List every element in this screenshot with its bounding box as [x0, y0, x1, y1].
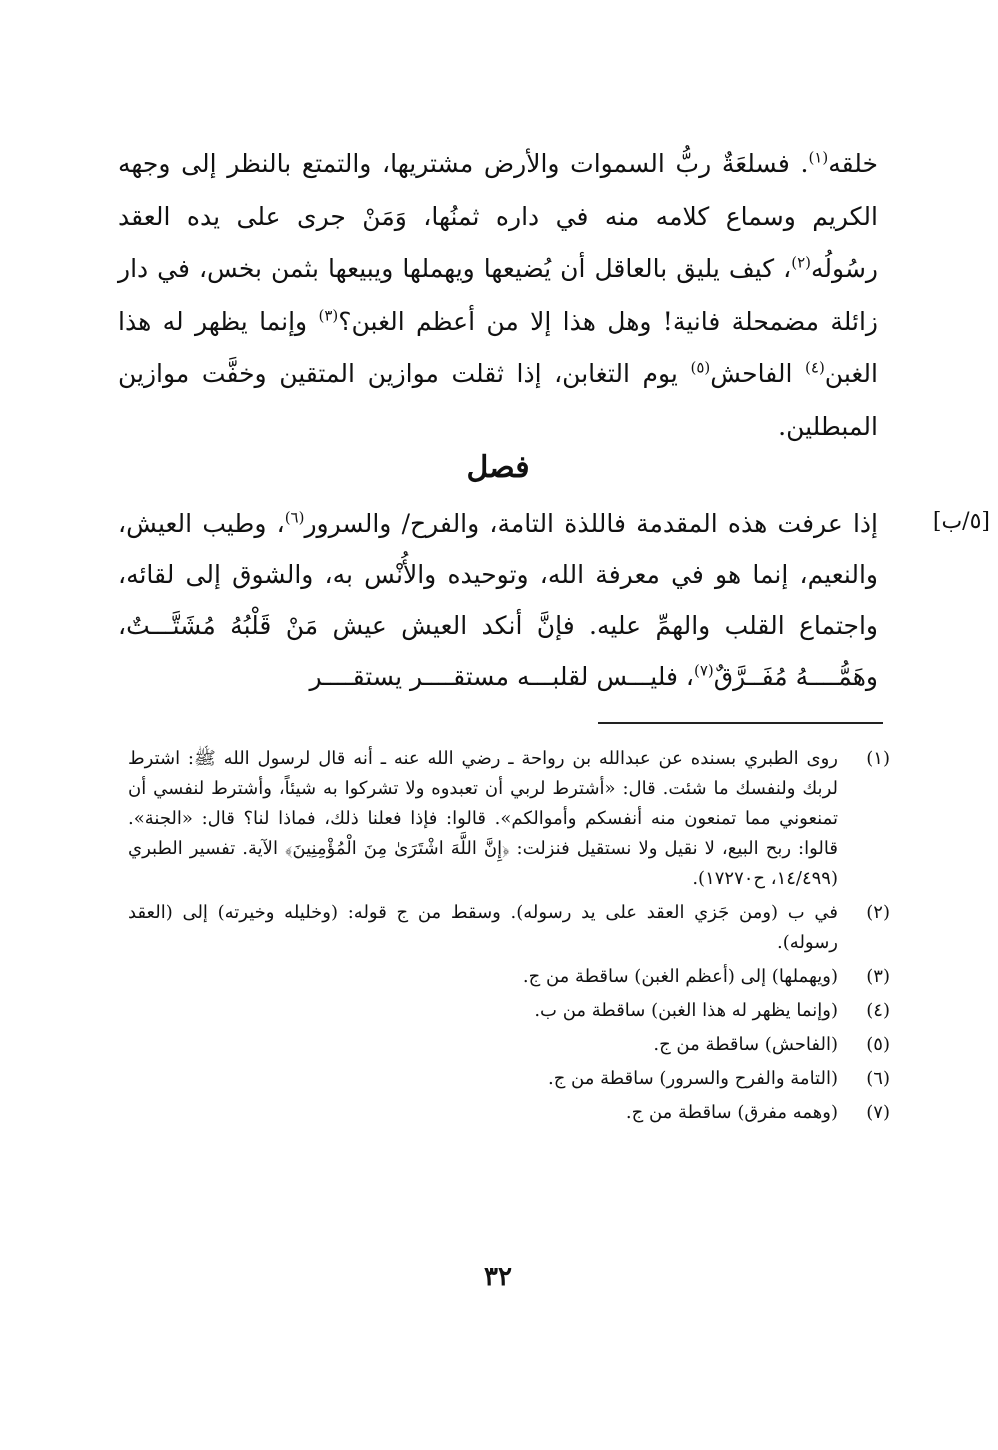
footnote-ref-3[interactable]: (٣) [318, 306, 339, 325]
footnote-item [128, 898, 890, 958]
footnote-ref-2[interactable]: (٢) [791, 253, 812, 272]
section-paragraph [118, 498, 878, 702]
main-text-5: يوم التغابن، إذا ثقلت موازين المتقين وخفَّت موازين المبطلين. [118, 359, 878, 441]
main-text-2: ، كيف يليق بالعاقل أن يُضيعها ويهملها ويبيعها بثمن بخس، في دار زائلة مضمحلة فانية! وهل هذا إلا من أعظم الغبن؟ [118, 254, 878, 336]
footnote-number: (٣) [866, 966, 890, 987]
footnote-separator [598, 722, 883, 724]
main-text-start: خلقه [828, 149, 878, 178]
footnote-text: (ويهملها) إلى (أعظم الغبن) ساقطة من ج. [522, 966, 838, 987]
footnote-number: (٤) [866, 1000, 890, 1021]
section-heading: فصل [466, 450, 530, 485]
main-text-4: الفاحش [710, 359, 806, 388]
footnote-text: (وهمه مفرق) ساقطة من ج. [625, 1102, 838, 1123]
section-text-1: إذا عرفت هذه المقدمة فاللذة التامة، والفرح/ والسرور [304, 509, 878, 538]
footnote-ref-6[interactable]: (٦) [284, 508, 305, 527]
footnote-text: (وإنما يظهر له هذا الغبن) ساقطة من ب. [534, 1000, 838, 1021]
footnote-number: (٧) [866, 1102, 890, 1123]
footnote-ref-4[interactable]: (٤) [805, 358, 825, 377]
manuscript-folio-marker: [٥/ب] [932, 509, 990, 534]
footnote-item [128, 1064, 890, 1094]
footnotes-block [128, 744, 890, 1132]
page-number: ٣٢ [484, 1262, 512, 1292]
footnote-number: (٢) [866, 902, 890, 923]
footnote-ref-5[interactable]: (٥) [690, 358, 711, 377]
footnote-ref-1[interactable]: (١) [808, 148, 829, 167]
footnote-item [128, 1030, 890, 1060]
footnote-number: (٥) [866, 1034, 890, 1055]
footnote-ref-7[interactable]: (٧) [693, 661, 714, 680]
footnote-text: في ب (ومن جَزي العقد على يد رسوله). وسقط من ج قوله: (وخليله وخيرته) إلى (العقد رسوله). [128, 902, 838, 953]
section-text-2: ، وطيب العيش، والنعيم، إنما هو في معرفة الله، وتوحيده والأُنْس به، والشوق إلى لقائه، واجتماع القلب والهمِّ عليه. فإنَّ أنكد العيش عيش مَنْ قَلْبُهُ مُشَتَّـــتٌ، وهَمُّــــهُ مُفَــرَّقٌ [118, 509, 878, 691]
footnote-item [128, 1098, 890, 1128]
footnote-text: (التامة والفرح والسرور) ساقطة من ج. [547, 1068, 838, 1089]
footnote-text: روى الطبري بسنده عن عبدالله بن رواحة ـ رضي الله عنه ـ أنه قال لرسول الله ﷺ: اشترط لربك ولنفسك ما شئت. قال: «أشترط لربي أن تعبدوه ولا تشركوا به شيئاً، وأشترط لنفسي أن تمنعوني مما تمنعون منه أنفسكم وأموالكم». قالوا: فإذا فعلنا ذلك، فماذا لنا؟ قال: «الجنة». قالوا: ربح البيع، لا نقيل ولا نستقيل فنزلت: ﴿إِنَّ اللَّهَ اشْتَرَىٰ مِنَ الْمُؤْمِنِينَ﴾ الآية. تفسير الطبري (١٤/٤٩٩، ح١٧٢٧٠). [128, 748, 838, 889]
main-paragraph [118, 138, 878, 453]
footnote-number: (٦) [866, 1068, 890, 1089]
section-text-3: ، فليـــس لقلبـــه مستقــــر يستقــــر [309, 662, 694, 691]
footnote-text: (الفاحش) ساقطة من ج. [653, 1034, 838, 1055]
footnote-number: (١) [866, 748, 890, 769]
main-text-3: وإنما يظهر له هذا الغبن [118, 306, 878, 388]
footnote-item [128, 744, 890, 894]
footnote-item [128, 962, 890, 992]
main-text-1: . فسلعَةٌ ربُّ السموات والأرض مشتريها، والتمتع بالنظر إلى وجهه الكريم وسماع كلامه منه في داره ثمنُها، وَمَنْ جرى على يده العقد رسُولُه [118, 149, 878, 283]
footnote-item [128, 996, 890, 1026]
